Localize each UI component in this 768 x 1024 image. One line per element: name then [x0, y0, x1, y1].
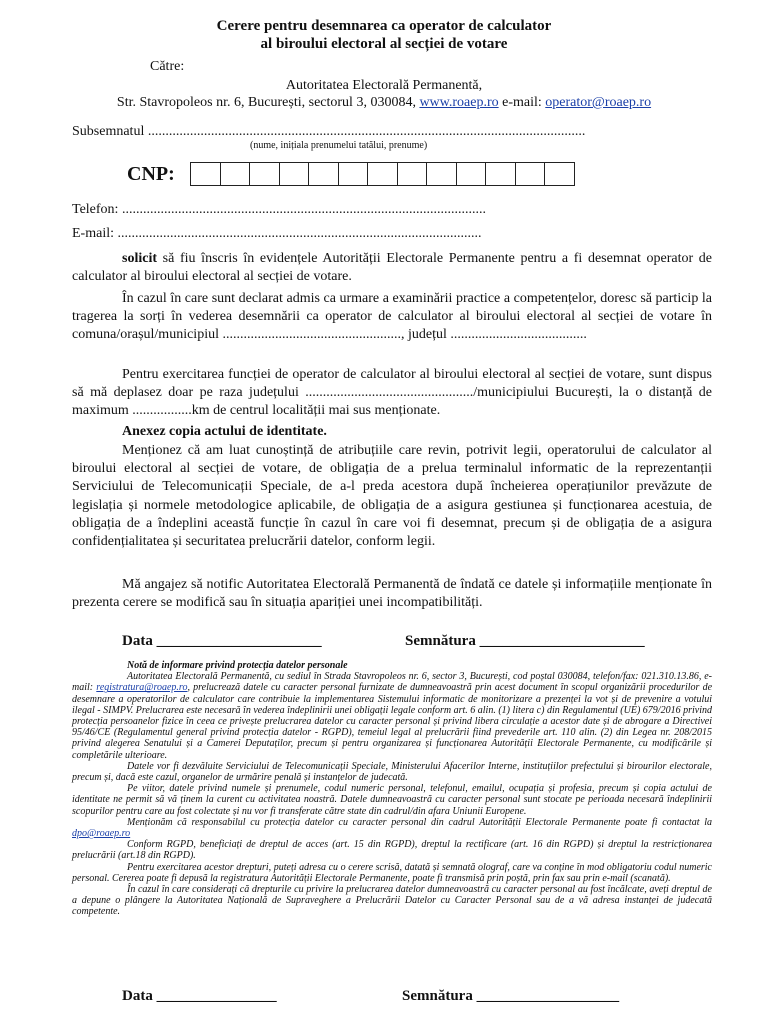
website-link[interactable]: www.roaep.ro [419, 95, 499, 110]
paragraph-solicit [72, 250, 712, 286]
cnp-digit-box[interactable] [280, 162, 310, 186]
cnp-digit-box[interactable] [339, 162, 369, 186]
cnp-digit-box[interactable] [191, 162, 221, 186]
privacy-note-text: Menționăm că responsabilul cu protecția datelor cu caracter personal din cadrul Autorității Electorale Permanente poate fi contactat la [127, 816, 712, 828]
paragraph-deplasare: Pentru exercitarea funcției de operator de calculator al biroului electoral al secției de votare, sunt dispus să mă deplasez doar pe raza județului ................................................/municipiului București, la o distanță de maximum .................km de centrul localității mai sus menționate. [72, 367, 712, 419]
cnp-digit-box[interactable] [221, 162, 251, 186]
semnatura-signature-field[interactable]: Semnătura ______________________ [405, 633, 645, 649]
dpo-email-link[interactable]: dpo@roaep.ro [72, 828, 131, 840]
cnp-digit-box[interactable] [368, 162, 398, 186]
cnp-digit-box[interactable] [309, 162, 339, 186]
recipient-address [0, 94, 768, 111]
privacy-note-text: , prelucrează datele cu caracter personal furnizate de dumneavoastră prin acest document în scopul organizării procedurilor de desemnare a operatorilor de calculator care contribuie la implementarea Sistemului informatic de monitorizare a prezenței la vot și de prevenire a votului ilegal - SIMPV. Prelucrarea este necesară în vederea îndeplinirii unei obligații legale conform art. 6 alin. (1) litera c) din Regulamentul (UE) 679/2016 privind protecția persoanelor fizice în ceea ce privește prelucrarea datelor cu caracter personal și privind libera circulație a acestor date și de abrogare a Directivei 95/46/CE (Regulamentul general privind protecția datelor - RGPD), temeiul legal al prelucrării fiind prevederile art. 110 alin. (2) din Legea nr. 208/2015 privind alegerea Senatului și a Camerei Deputaților, precum și pentru organizarea și funcționarea Autorității Electorale Permanente, cu modificările și completările ulterioare. [72, 682, 713, 761]
paragraph-admis: În cazul în care sunt declarat admis ca urmare a examinării practice a competențelor, doresc să particip la tragerea la sorți în vederea desemnării ca operator de calculator al biroului electoral al secției de votare în comuna/orașul/municipiul ..................................................., județul ....................................... [72, 291, 712, 343]
recipient-name: Autoritatea Electorală Permanentă, [285, 78, 483, 93]
cnp-digit-box[interactable] [427, 162, 457, 186]
paragraph-anexez: Anexez copia actului de identitate. [122, 424, 327, 439]
cnp-label: CNP: [127, 163, 175, 185]
operator-email-link[interactable]: operator@roaep.ro [545, 95, 652, 110]
privacy-note-paragraph: Pentru exercitarea acestor drepturi, puteți adresa cu o cerere scrisă, datată și semnată olograf, care va conține în mod obligatoriu codul numeric personal. Cererea poate fi depusă la registratura Autorității Electorale Permanente, poate fi transmisă prin poștă, prin fax sau prin e-mail (scanată). [72, 861, 712, 884]
cnp-digit-box[interactable] [545, 162, 575, 186]
data-signature-field[interactable]: Data ______________________ [122, 633, 322, 649]
cnp-input-grid[interactable] [190, 162, 575, 186]
form-title-line1: Cerere pentru desemnarea ca operator de calculator [216, 18, 552, 34]
cnp-digit-box[interactable] [250, 162, 280, 186]
email-label: e-mail: [498, 95, 546, 110]
privacy-note-paragraph: În cazul în care considerați că drepturile cu privire la prelucrarea datelor dumneavoastră cu caracter personal au fost încălcate, aveți dreptul de a depune o plângere la Autoritatea Națională de Supraveghere a Prelucrării Datelor cu Caracter Personal sau de a vă adresa instanței de judecată competente. [72, 884, 712, 918]
privacy-note-paragraph: Datele vor fi dezvăluite Serviciului de Telecomunicații Speciale, Ministerului Afacerilor Interne, instituțiilor prefectului și birourilor electorale, precum și, dacă este cazul, organelor de urmărire penală și instanțelor de judecată. [72, 760, 712, 784]
cnp-digit-box[interactable] [516, 162, 546, 186]
name-hint: (nume, inițiala prenumelui tatălui, prenume) [250, 140, 428, 151]
subsemnatul-field[interactable]: Subsemnatul ............................................................................................................................. [72, 124, 586, 139]
cnp-digit-box[interactable] [486, 162, 516, 186]
privacy-note [72, 660, 712, 918]
privacy-note-title: Notă de informare privind protecția datelor personale [127, 660, 348, 671]
catre-label: Către: [150, 59, 185, 74]
telefon-field[interactable]: Telefon: ........................................................................................................ [72, 202, 486, 217]
cnp-digit-box[interactable] [457, 162, 487, 186]
cnp-digit-box[interactable] [398, 162, 428, 186]
privacy-note-paragraph [72, 671, 712, 761]
paragraph-angajez: Mă angajez să notific Autoritatea Electorală Permanentă de îndată ce datele și informațiile menționate în prezenta cerere se modifică sau în situația apariției unei incompatibilități. [72, 577, 712, 611]
form-title-line2: al biroului electoral al secției de votare [260, 36, 508, 52]
semnatura-signature-field-bottom[interactable]: Semnătura ___________________ [402, 988, 620, 1004]
solicit-text: să fiu înscris în evidențele Autorității Electorale Permanente pentru a fi desemnat operator de calculator al biroului electoral al secției de votare. [72, 251, 712, 285]
solicit-word: solicit [122, 251, 157, 266]
privacy-note-paragraph: Conform RGPD, beneficiați de dreptul de acces (art. 15 din RGPD), dreptul la rectificare (art. 16 din RGPD) și dreptul la restricționarea prelucrării (art.18 din RGPD). [72, 839, 712, 862]
data-signature-field-bottom[interactable]: Data ________________ [122, 988, 277, 1004]
paragraph-mentionez: Menționez că am luat cunoștință de atribuțiile care revin, potrivit legii, operatorului de calculator al biroului electoral al secției de votare, de obligația de a prelua terminalul informatic de la reprezentanții Serviciului de Telecomunicații Speciale, de a-l preda acestora după încheierea operațiunilor prevăzute de legislația și normele metodologice aplicabile, de obligația de a asigura gestiunea și funcționarea acestuia, de obligația de a îndeplini această funcție în cazul în care voi fi desemnat, precum și de obligația de a asigura confidențialitatea și securitatea prelucrării datelor, conform legii. [72, 443, 712, 550]
registratura-email-link[interactable]: registratura@roaep.ro [96, 682, 188, 694]
privacy-note-paragraph: Pe viitor, datele privind numele și prenumele, codul numeric personal, telefonul, emailul, ocupația și profesia, precum și copia actului de identitate ne permit să vă ținem la curent cu activitatea noastră. Datele dumneavoastră cu caracter personal sunt stocate pe perioada necesară îndeplinirii scopurilor pentru care au fost colectate și nu vor fi transferate către state din cadrul/din afara Uniunii Europene. [72, 783, 712, 817]
address-text: Str. Stavropoleos nr. 6, București, sectorul 3, 030084, [116, 95, 420, 110]
privacy-note-paragraph [72, 817, 712, 839]
email-field[interactable]: E-mail: ........................................................................................................ [72, 226, 482, 241]
privacy-note-text: Autoritatea Electorală Permanentă, cu sediul în Strada Stavropoleos nr. 6, sector 3, București, cod poștal 030084, telefon/fax: 021.310.13.86, e-mail: [72, 671, 712, 694]
